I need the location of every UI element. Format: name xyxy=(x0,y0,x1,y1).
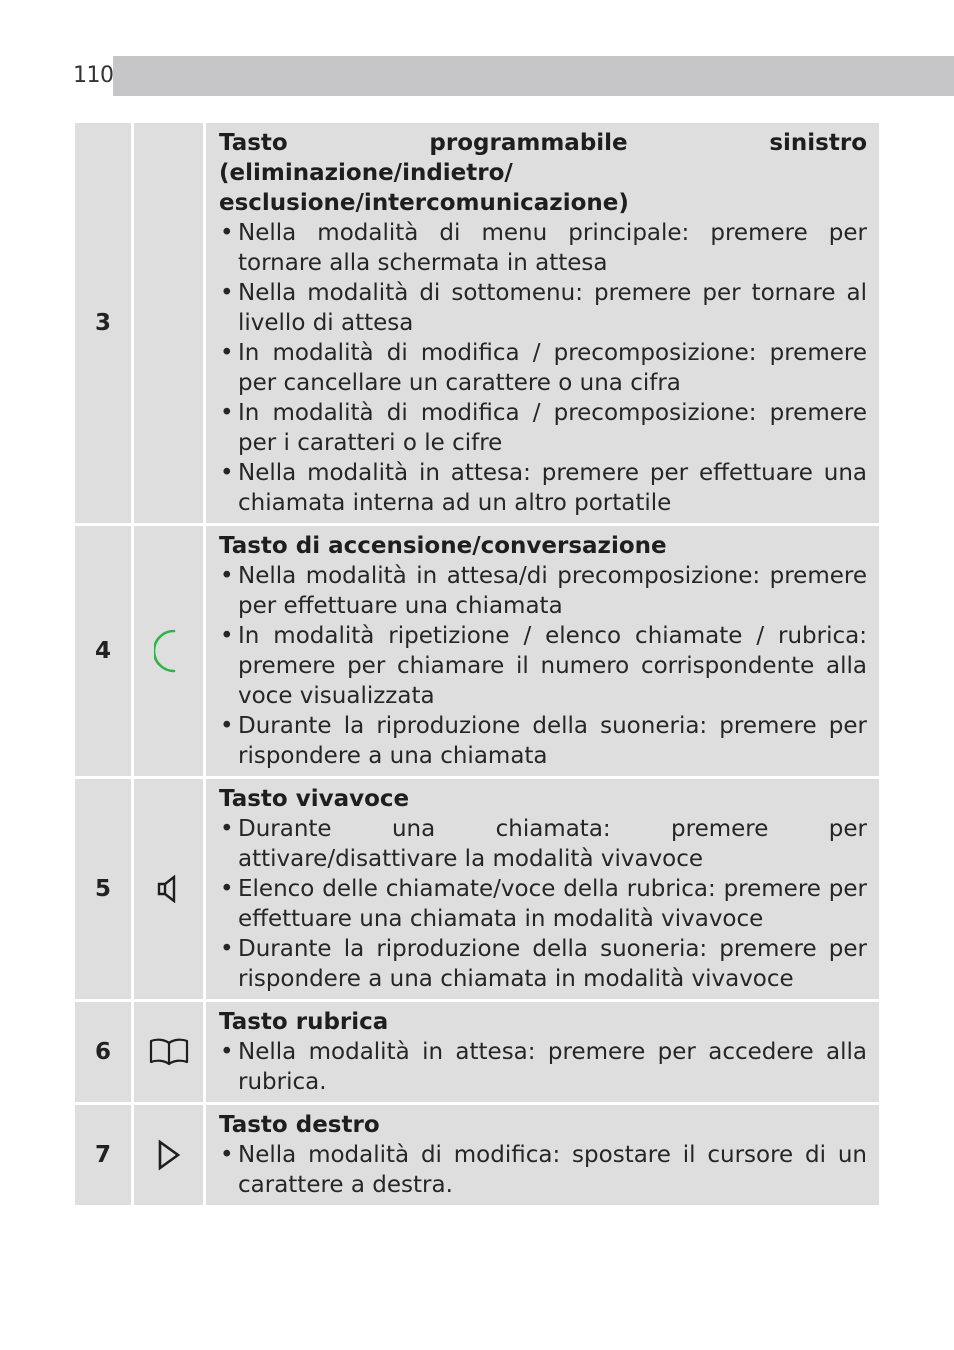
table-row xyxy=(75,123,879,526)
key-number: 3 xyxy=(75,123,131,523)
key-description xyxy=(206,123,879,523)
bullet-list xyxy=(219,1140,867,1200)
bullet-list xyxy=(219,218,867,518)
key-title: Tasto di accensione/conversazione xyxy=(219,533,667,559)
list-item: • Durante la riproduzione della suoneria: premere per rispondere a una chiamata in modalità vivavoce xyxy=(219,934,867,994)
page-header-bar xyxy=(73,56,954,96)
list-item: • Durante la riproduzione della suoneria: premere per rispondere a una chiamata xyxy=(219,711,867,771)
bullet-list xyxy=(219,814,867,994)
key-title: Tasto destro xyxy=(219,1112,380,1138)
key-description xyxy=(206,1002,879,1102)
list-item: • Nella modalità di sottomenu: premere per tornare al livello di attesa xyxy=(219,278,867,338)
list-item: • Nella modalità in attesa: premere per effettuare una chiamata interna ad un altro portatile xyxy=(219,458,867,518)
list-item: • Nella modalità in attesa: premere per accedere alla rubrica. xyxy=(219,1037,867,1097)
table-row xyxy=(75,1002,879,1105)
list-item: • Nella modalità in attesa/di precomposizione: premere per effettuare una chiamata xyxy=(219,561,867,621)
list-item: • In modalità ripetizione / elenco chiamate / rubrica: premere per chiamare il numero corrispondente alla voce visualizzata xyxy=(219,621,867,711)
list-item: • In modalità di modifica / precomposizione: premere per cancellare un carattere o una cifra xyxy=(219,338,867,398)
key-title: Tasto vivavoce xyxy=(219,786,410,812)
talk-key-icon xyxy=(154,626,184,676)
key-title: Tasto rubrica xyxy=(219,1009,389,1035)
key-description xyxy=(206,1105,879,1205)
table-row xyxy=(75,1105,879,1205)
key-description xyxy=(206,526,879,776)
key-number: 5 xyxy=(75,779,131,999)
right-arrow-icon xyxy=(156,1139,182,1171)
list-item: • Durante una chiamata: premere per attivare/disattivare la modalità vivavoce xyxy=(219,814,867,874)
icon-cell-empty xyxy=(134,123,203,523)
key-title: Tasto programmabile sinistro (eliminazione/indietro/ esclusione/intercomunicazione) xyxy=(219,130,867,216)
speaker-icon xyxy=(156,875,182,903)
page-number: 110 xyxy=(73,56,113,96)
list-item: • Nella modalità di menu principale: premere per tornare alla schermata in attesa xyxy=(219,218,867,278)
table-row xyxy=(75,526,879,779)
list-item: • Elenco delle chiamate/voce della rubrica: premere per effettuare una chiamata in modalità vivavoce xyxy=(219,874,867,934)
key-function-table xyxy=(75,123,879,1205)
bullet-list xyxy=(219,561,867,771)
list-item: • Nella modalità di modifica: spostare il cursore di un carattere a destra. xyxy=(219,1140,867,1200)
key-number: 7 xyxy=(75,1105,131,1205)
key-number: 4 xyxy=(75,526,131,776)
phonebook-icon xyxy=(148,1037,190,1067)
key-description xyxy=(206,779,879,999)
talk-key-icon-cell xyxy=(134,526,203,776)
bullet-list xyxy=(219,1037,867,1097)
right-arrow-icon-cell xyxy=(134,1105,203,1205)
list-item: • In modalità di modifica / precomposizione: premere per i caratteri o le cifre xyxy=(219,398,867,458)
phonebook-icon-cell xyxy=(134,1002,203,1102)
table-row xyxy=(75,779,879,1002)
key-number: 6 xyxy=(75,1002,131,1102)
speaker-icon-cell xyxy=(134,779,203,999)
